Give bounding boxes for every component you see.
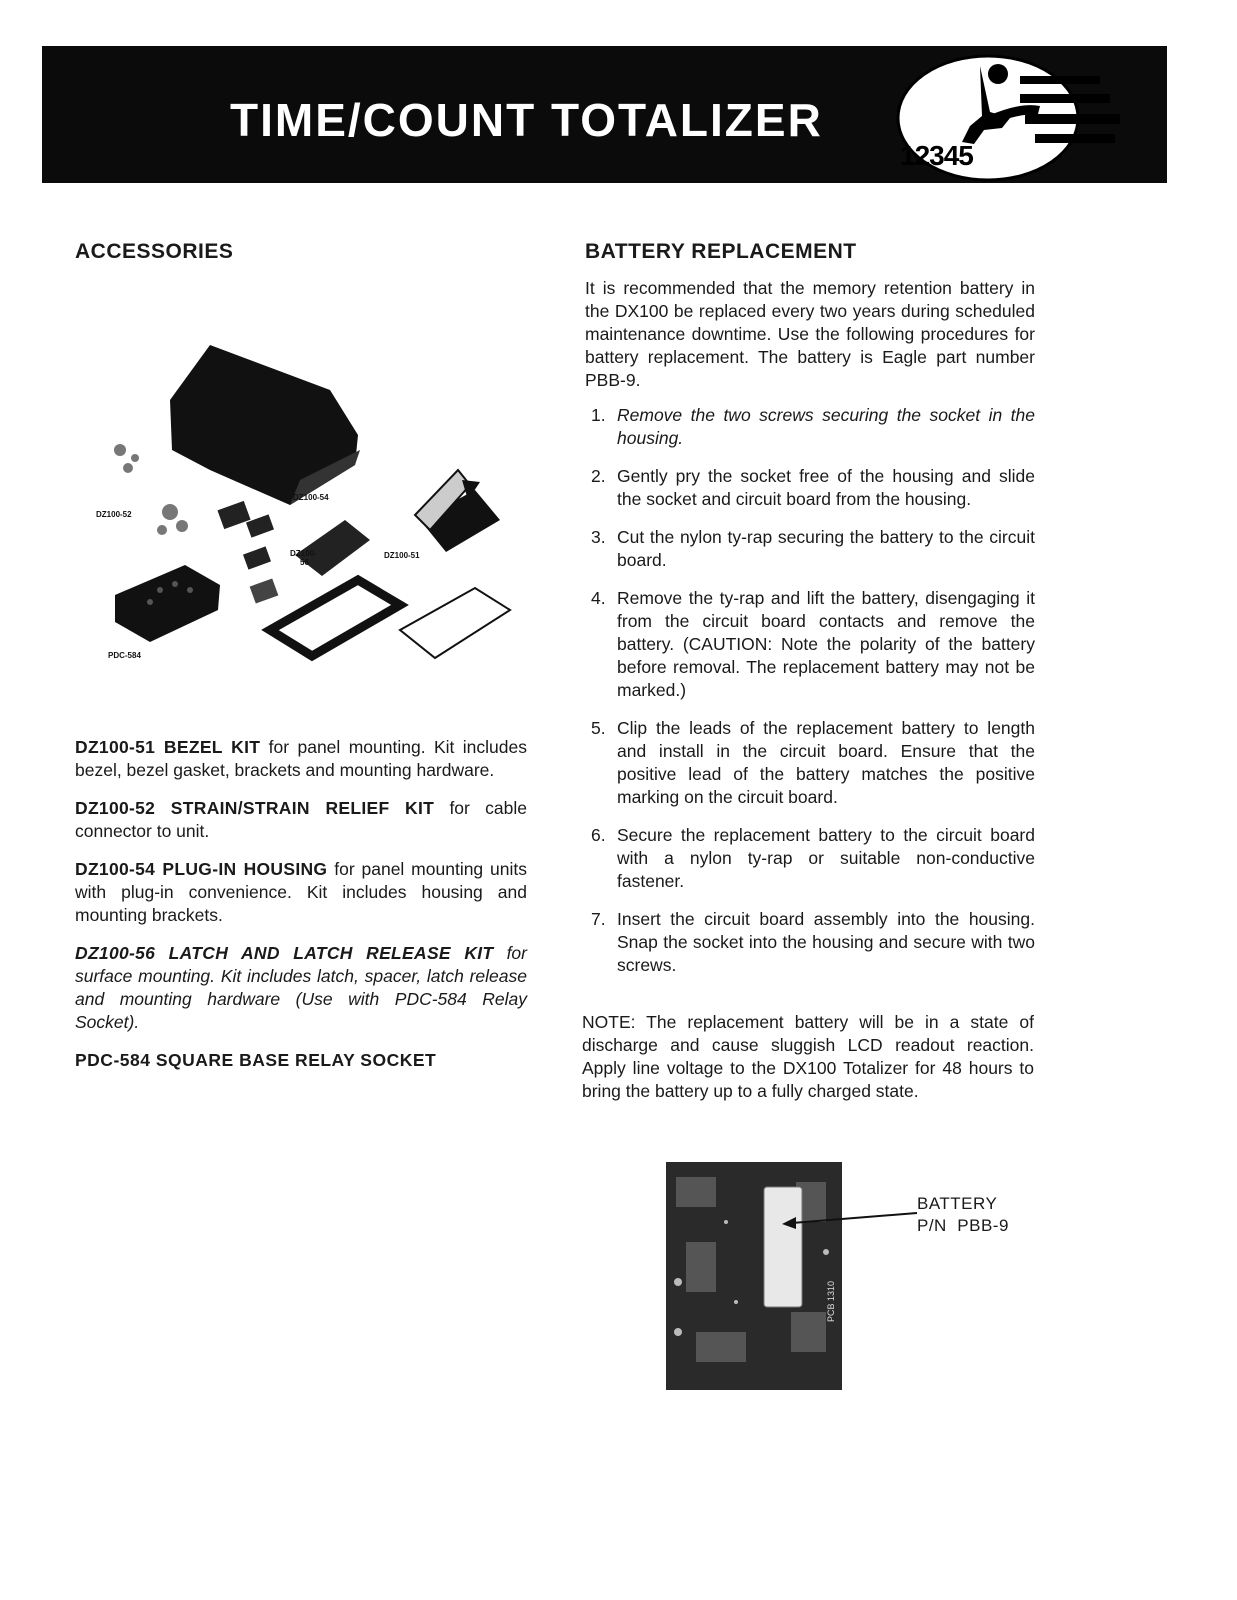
step-item: 7. Insert the circuit board assembly into the housing. Snap the socket into the housing and secure with two screws.: [591, 909, 1035, 975]
step-item: 2. Gently pry the socket free of the housing and slide the socket and circuit board from the housing.: [591, 466, 1035, 509]
accessory-dz100-56: DZ100-56 LATCH AND LATCH RELEASE KIT for surface mounting. Kit includes latch, spacer, latch release and mounting hardware (Use with PDC-584 Relay Socket).: [75, 943, 527, 1032]
accessory-pdc-584: PDC-584 SQUARE BASE RELAY SOCKET: [75, 1050, 437, 1070]
battery-callout: [917, 1193, 1009, 1237]
step-item: 5. Clip the leads of the replacement battery to length and install in the circuit board. Ensure that the positive lead of the battery matches the positive marking on the circuit board.: [591, 718, 1035, 807]
logo-number: 12345: [900, 140, 973, 171]
callout-line-1: BATTERY: [917, 1194, 998, 1213]
step-item: 4. Remove the ty-rap and lift the battery, disengaging it from the circuit board contacts and remove the battery. (CAUTION: Note the polarity of the battery before removal. The replacement battery may not be marked.): [591, 588, 1035, 700]
figure-label-dz100-56-line2: 56: [300, 558, 309, 567]
figure-label-pdc-584: PDC-584: [108, 651, 141, 660]
callout-line-2: P/N PBB-9: [917, 1216, 1009, 1235]
accessory-dz100-51: DZ100-51 BEZEL KIT for panel mounting. Kit includes bezel, bezel gasket, brackets and mounting hardware.: [75, 737, 527, 780]
figure-label-dz100-52: DZ100-52: [96, 510, 132, 519]
accessories-heading: ACCESSORIES: [75, 240, 234, 263]
battery-steps: [585, 404, 1035, 992]
board-marking: PCB 1310: [826, 1280, 836, 1322]
step-item: 3. Cut the nylon ty-rap securing the battery to the circuit board.: [591, 527, 1035, 570]
page-title: TIME/COUNT TOTALIZER: [230, 94, 823, 146]
battery-note: NOTE: The replacement battery will be in a state of discharge and cause sluggish LCD readout reaction. Apply line voltage to the DX100 Totalizer for 48 hours to bring the battery up to a fully charged state.: [582, 1012, 1034, 1101]
accessories-illustration: [90, 340, 530, 680]
figure-label-dz100-56-line1: DZ100-: [290, 549, 317, 558]
accessory-dz100-54: DZ100-54 PLUG-IN HOUSING for panel mounting units with plug-in convenience. Kit includes housing and mounting brackets.: [75, 859, 527, 925]
figure-label-dz100-54: DZ100-54: [293, 493, 329, 502]
accessories-list: [75, 736, 527, 1087]
callout-arrow: [780, 1195, 920, 1235]
battery-intro: It is recommended that the memory retention battery in the DX100 be replaced every two years during scheduled maintenance downtime. Use the following procedures for battery replacement. The battery is Eagle part number PBB-9.: [585, 278, 1035, 390]
figure-label-dz100-51: DZ100-51: [384, 551, 420, 560]
header-banner: [42, 46, 1167, 183]
battery-heading: BATTERY REPLACEMENT: [585, 240, 857, 263]
accessories-photo: [90, 340, 530, 680]
accessory-dz100-52: DZ100-52 STRAIN/STRAIN RELIEF KIT for cable connector to unit.: [75, 798, 528, 841]
step-item: 6. Secure the replacement battery to the circuit board with a nylon ty-rap or suitable non-conductive fastener.: [591, 825, 1035, 891]
step-item: 1. Remove the two screws securing the socket in the housing.: [591, 405, 1035, 448]
